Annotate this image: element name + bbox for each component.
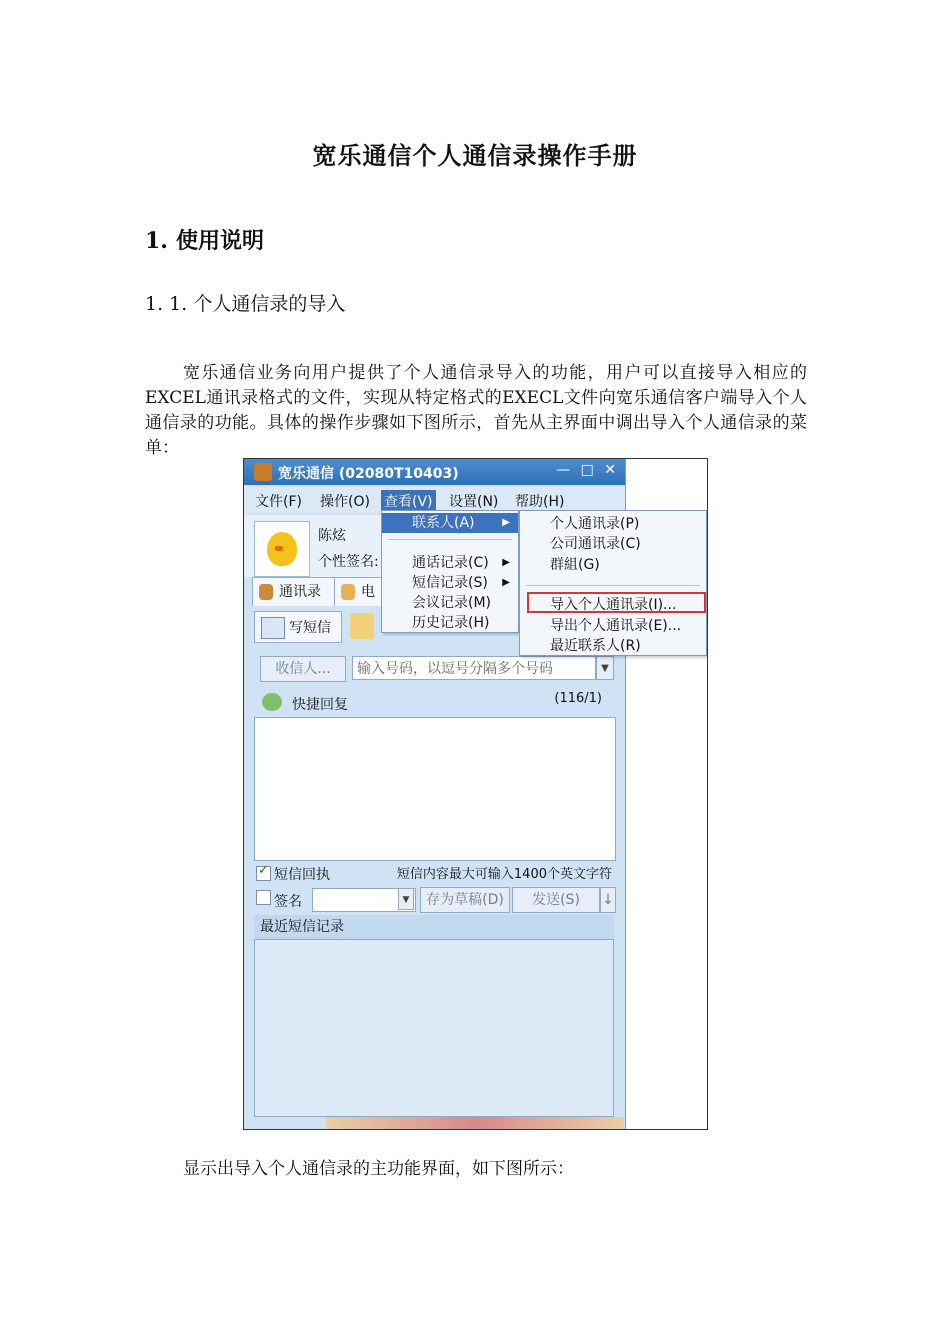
contacts-icon — [259, 584, 273, 600]
menu-item-label: 短信记录(S) — [412, 575, 488, 591]
app-logo-icon — [254, 463, 272, 481]
tab-strip — [252, 577, 392, 605]
view-menu — [381, 510, 519, 633]
menu-item-sms-log[interactable] — [382, 573, 518, 593]
menu-item-company-contacts[interactable]: 公司通讯录(C) — [550, 536, 641, 552]
message-textarea[interactable] — [254, 717, 616, 861]
signature-label[interactable]: 个性签名: — [318, 554, 379, 570]
menu-item-label: 通话记录(C) — [412, 555, 489, 571]
sign-row — [256, 887, 616, 913]
write-sms-button[interactable] — [254, 611, 342, 643]
menu-operate[interactable]: 操作(O) — [320, 494, 370, 510]
app-screenshot — [243, 458, 708, 1130]
title-bar — [244, 459, 625, 485]
receipt-label: 短信回执 — [274, 867, 330, 883]
maximize-icon[interactable]: □ — [580, 462, 597, 478]
menu-item-recent-contacts[interactable]: 最近联系人(R) — [550, 638, 641, 654]
minimize-icon[interactable]: — — [556, 462, 574, 478]
menu-separator — [526, 585, 700, 586]
window-controls — [556, 462, 619, 478]
menu-settings[interactable]: 设置(N) — [449, 494, 499, 510]
sign-label: 签名 — [274, 894, 302, 910]
quick-reply-link[interactable]: 快捷回复 — [292, 697, 348, 713]
menu-help[interactable]: 帮助(H) — [515, 494, 565, 510]
tab-label: 电 — [361, 584, 375, 600]
window-title: 宽乐通信 (02080T10403) — [278, 466, 459, 482]
menu-view[interactable]: 查看(V) — [381, 490, 436, 512]
receipt-checkbox[interactable] — [256, 866, 271, 881]
menu-item-personal-contacts[interactable]: 个人通讯录(P) — [550, 516, 640, 532]
chevron-down-icon[interactable]: ▼ — [596, 656, 614, 680]
submenu-arrow-icon: ▶ — [502, 517, 510, 528]
menu-item-label: 历史记录(H) — [412, 615, 490, 631]
menu-separator — [388, 539, 512, 540]
menu-file[interactable]: 文件(F) — [255, 494, 302, 510]
receipt-row — [256, 863, 614, 885]
save-draft-button[interactable]: 存为草稿(D) — [420, 887, 510, 913]
chick-avatar-icon — [267, 532, 297, 566]
intro-paragraph: 宽乐通信业务向用户提供了个人通信录导入的功能，用户可以直接导入相应的EXCEL通讯录格式的文件，实现从特定格式的EXECL文件向宽乐通信客户端导入个人通信录的功能。具体的操作步骤如下图所示，首先从主界面中调出导入个人通信录的菜单： — [145, 363, 807, 458]
submenu-arrow-icon: ▶ — [502, 577, 510, 588]
recent-sms-header: 最近短信记录 — [254, 915, 614, 939]
tab-label: 通讯录 — [279, 584, 321, 600]
quick-reply-icon — [262, 693, 282, 711]
write-icon — [261, 617, 285, 639]
menu-item-label: 会议记录(M) — [412, 595, 492, 611]
menu-item-groups[interactable]: 群組(G) — [550, 557, 600, 573]
nickname: 陈炫 — [318, 528, 346, 544]
menu-item-label: 联系人(A) — [412, 515, 475, 531]
recipient-row — [252, 656, 614, 682]
submenu-arrow-icon: ▶ — [502, 557, 510, 568]
recent-sms-list[interactable] — [254, 939, 614, 1117]
length-hint: 短信内容最大可输入1400个英文字符 — [396, 867, 612, 882]
contacts-submenu — [519, 510, 707, 656]
menu-item-call-log[interactable] — [382, 553, 518, 573]
subsection-heading: 1. 1. 个人通信录的导入 — [145, 293, 346, 315]
recipient-button[interactable]: 收信人... — [260, 656, 346, 682]
chevron-down-icon[interactable]: ▼ — [398, 888, 414, 910]
pencil-icon[interactable] — [350, 613, 374, 639]
menu-item-meeting-log[interactable] — [382, 593, 518, 613]
send-button[interactable]: 发送(S) — [512, 887, 600, 913]
follow-up-paragraph: 显示出导入个人通信录的主功能界面，如下图所示： — [183, 1159, 574, 1179]
sign-checkbox[interactable] — [256, 890, 271, 905]
write-sms-label: 写短信 — [289, 620, 331, 636]
section-heading — [145, 224, 264, 255]
menu-item-history[interactable] — [382, 613, 518, 633]
recipient-input[interactable]: 输入号码，以逗号分隔多个号码 — [352, 656, 596, 680]
section-number: 1. — [145, 228, 168, 254]
close-icon[interactable]: ✕ — [604, 462, 619, 478]
menu-item-import-contacts[interactable]: 导入个人通讯录(I)... — [550, 597, 677, 613]
quick-reply-row — [262, 691, 612, 715]
highlight-callout-box — [527, 592, 706, 613]
section-title: 使用说明 — [175, 228, 264, 254]
menu-item-export-contacts[interactable]: 导出个人通讯录(E)... — [550, 618, 682, 634]
menu-item-contacts[interactable] — [382, 513, 518, 533]
send-options-icon[interactable]: ↓ — [600, 887, 616, 913]
ad-banner[interactable] — [326, 1117, 624, 1129]
avatar[interactable] — [254, 521, 310, 577]
char-count: (116/1) — [554, 691, 602, 706]
phone-icon — [341, 584, 355, 600]
document-title: 宽乐通信个人通信录操作手册 — [312, 141, 638, 170]
